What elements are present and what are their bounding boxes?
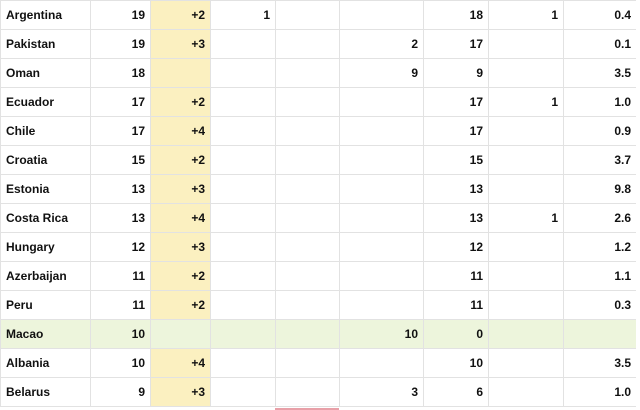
serious-critical-cell xyxy=(489,262,564,291)
total-recovered-cell: 2 xyxy=(340,30,424,59)
total-cases-cell: 10 xyxy=(91,320,151,349)
cases-per-million-cell: 1.1 xyxy=(564,262,637,291)
serious-critical-cell xyxy=(489,30,564,59)
new-deaths-cell xyxy=(276,59,340,88)
cases-per-million-cell: 1.2 xyxy=(564,233,637,262)
active-cases-cell: 10 xyxy=(424,349,489,378)
cases-per-million-cell: 2.6 xyxy=(564,204,637,233)
new-deaths-cell xyxy=(276,291,340,320)
country-name-cell: Costa Rica xyxy=(1,204,91,233)
total-recovered-cell xyxy=(340,146,424,175)
total-recovered-cell xyxy=(340,291,424,320)
new-deaths-cell xyxy=(276,233,340,262)
total-cases-cell: 15 xyxy=(91,146,151,175)
total-recovered-cell xyxy=(340,175,424,204)
total-recovered-cell xyxy=(340,233,424,262)
table-row[interactable] xyxy=(1,320,637,349)
country-name-cell: Pakistan xyxy=(1,30,91,59)
total-cases-cell: 13 xyxy=(91,175,151,204)
cases-per-million-cell xyxy=(564,320,637,349)
country-name-cell: Hungary xyxy=(1,233,91,262)
new-cases-cell: +4 xyxy=(151,117,211,146)
serious-critical-cell xyxy=(489,291,564,320)
new-cases-cell: +2 xyxy=(151,291,211,320)
new-deaths-cell xyxy=(276,175,340,204)
new-cases-cell: +2 xyxy=(151,88,211,117)
new-deaths-cell xyxy=(276,262,340,291)
new-deaths-cell xyxy=(276,320,340,349)
total-cases-cell: 9 xyxy=(91,378,151,407)
total-cases-cell: 13 xyxy=(91,204,151,233)
country-name-cell: Albania xyxy=(1,349,91,378)
serious-critical-cell: 1 xyxy=(489,88,564,117)
new-cases-cell: +2 xyxy=(151,1,211,30)
country-name-cell: Oman xyxy=(1,59,91,88)
total-deaths-cell xyxy=(211,30,276,59)
total-recovered-cell: 9 xyxy=(340,59,424,88)
cases-per-million-cell: 0.1 xyxy=(564,30,637,59)
new-cases-cell xyxy=(151,320,211,349)
new-deaths-cell xyxy=(276,1,340,30)
total-recovered-cell xyxy=(340,117,424,146)
active-cases-cell: 13 xyxy=(424,175,489,204)
cases-per-million-cell: 0.4 xyxy=(564,1,637,30)
new-deaths-cell xyxy=(276,378,340,407)
new-cases-cell: +2 xyxy=(151,146,211,175)
total-deaths-cell: 1 xyxy=(211,1,276,30)
cases-per-million-cell: 1.0 xyxy=(564,88,637,117)
new-cases-cell: +3 xyxy=(151,175,211,204)
new-cases-cell: +3 xyxy=(151,378,211,407)
country-name-cell: Belarus xyxy=(1,378,91,407)
serious-critical-cell xyxy=(489,117,564,146)
total-cases-cell: 10 xyxy=(91,349,151,378)
serious-critical-cell xyxy=(489,349,564,378)
cases-per-million-cell: 3.7 xyxy=(564,146,637,175)
serious-critical-cell xyxy=(489,59,564,88)
new-cases-cell: +4 xyxy=(151,349,211,378)
active-cases-cell: 15 xyxy=(424,146,489,175)
total-deaths-cell xyxy=(211,175,276,204)
country-name-cell: Argentina xyxy=(1,1,91,30)
new-cases-cell: +3 xyxy=(151,30,211,59)
table-row[interactable] xyxy=(1,59,637,88)
total-deaths-cell xyxy=(211,204,276,233)
total-cases-cell: 11 xyxy=(91,262,151,291)
total-cases-cell: 17 xyxy=(91,117,151,146)
cases-per-million-cell: 3.5 xyxy=(564,59,637,88)
table-row[interactable] xyxy=(1,30,637,59)
new-cases-cell: +3 xyxy=(151,233,211,262)
active-cases-cell: 18 xyxy=(424,1,489,30)
total-recovered-cell: 10 xyxy=(340,320,424,349)
table-row[interactable] xyxy=(1,204,637,233)
new-deaths-cell xyxy=(276,88,340,117)
cases-per-million-cell: 0.9 xyxy=(564,117,637,146)
total-recovered-cell xyxy=(340,1,424,30)
new-deaths-cell xyxy=(276,117,340,146)
country-name-cell: Azerbaijan xyxy=(1,262,91,291)
total-cases-cell: 19 xyxy=(91,1,151,30)
scroll-edge xyxy=(636,0,640,410)
country-name-cell: Ecuador xyxy=(1,88,91,117)
cases-per-million-cell: 3.5 xyxy=(564,349,637,378)
country-name-cell: Macao xyxy=(1,320,91,349)
total-deaths-cell xyxy=(211,59,276,88)
total-deaths-cell xyxy=(211,291,276,320)
total-recovered-cell xyxy=(340,88,424,117)
cases-per-million-cell: 1.0 xyxy=(564,378,637,407)
table-row[interactable] xyxy=(1,117,637,146)
country-name-cell: Estonia xyxy=(1,175,91,204)
total-cases-cell: 17 xyxy=(91,88,151,117)
table-row[interactable] xyxy=(1,262,637,291)
active-cases-cell: 12 xyxy=(424,233,489,262)
total-cases-cell: 11 xyxy=(91,291,151,320)
total-cases-cell: 18 xyxy=(91,59,151,88)
serious-critical-cell xyxy=(489,233,564,262)
table-row[interactable] xyxy=(1,349,637,378)
table-row[interactable] xyxy=(1,291,637,320)
country-name-cell: Croatia xyxy=(1,146,91,175)
total-cases-cell: 19 xyxy=(91,30,151,59)
table-row[interactable] xyxy=(1,233,637,262)
serious-critical-cell xyxy=(489,175,564,204)
total-recovered-cell xyxy=(340,262,424,291)
active-cases-cell: 17 xyxy=(424,30,489,59)
new-cases-cell: +2 xyxy=(151,262,211,291)
serious-critical-cell xyxy=(489,146,564,175)
table-row[interactable] xyxy=(1,146,637,175)
active-cases-cell: 11 xyxy=(424,291,489,320)
active-cases-cell: 13 xyxy=(424,204,489,233)
total-recovered-cell xyxy=(340,349,424,378)
new-deaths-cell xyxy=(276,349,340,378)
total-deaths-cell xyxy=(211,349,276,378)
country-name-cell: Peru xyxy=(1,291,91,320)
total-deaths-cell xyxy=(211,378,276,407)
total-cases-cell: 12 xyxy=(91,233,151,262)
serious-critical-cell xyxy=(489,378,564,407)
total-deaths-cell xyxy=(211,146,276,175)
serious-critical-cell: 1 xyxy=(489,204,564,233)
total-deaths-cell xyxy=(211,88,276,117)
total-recovered-cell: 3 xyxy=(340,378,424,407)
total-deaths-cell xyxy=(211,320,276,349)
new-deaths-cell xyxy=(276,146,340,175)
cases-per-million-cell: 0.3 xyxy=(564,291,637,320)
new-cases-cell xyxy=(151,59,211,88)
total-deaths-cell xyxy=(211,262,276,291)
table-row[interactable] xyxy=(1,1,637,30)
table-row[interactable] xyxy=(1,88,637,117)
active-cases-cell: 17 xyxy=(424,88,489,117)
active-cases-cell: 6 xyxy=(424,378,489,407)
active-cases-cell: 9 xyxy=(424,59,489,88)
total-deaths-cell xyxy=(211,117,276,146)
country-name-cell: Chile xyxy=(1,117,91,146)
serious-critical-cell: 1 xyxy=(489,1,564,30)
total-recovered-cell xyxy=(340,204,424,233)
table-row[interactable] xyxy=(1,175,637,204)
active-cases-cell: 0 xyxy=(424,320,489,349)
table-row[interactable] xyxy=(1,378,637,407)
new-cases-cell: +4 xyxy=(151,204,211,233)
table-body xyxy=(1,1,637,407)
new-deaths-cell xyxy=(276,204,340,233)
new-deaths-cell xyxy=(276,30,340,59)
active-cases-cell: 11 xyxy=(424,262,489,291)
active-cases-cell: 17 xyxy=(424,117,489,146)
cases-per-million-cell: 9.8 xyxy=(564,175,637,204)
serious-critical-cell xyxy=(489,320,564,349)
total-deaths-cell xyxy=(211,233,276,262)
